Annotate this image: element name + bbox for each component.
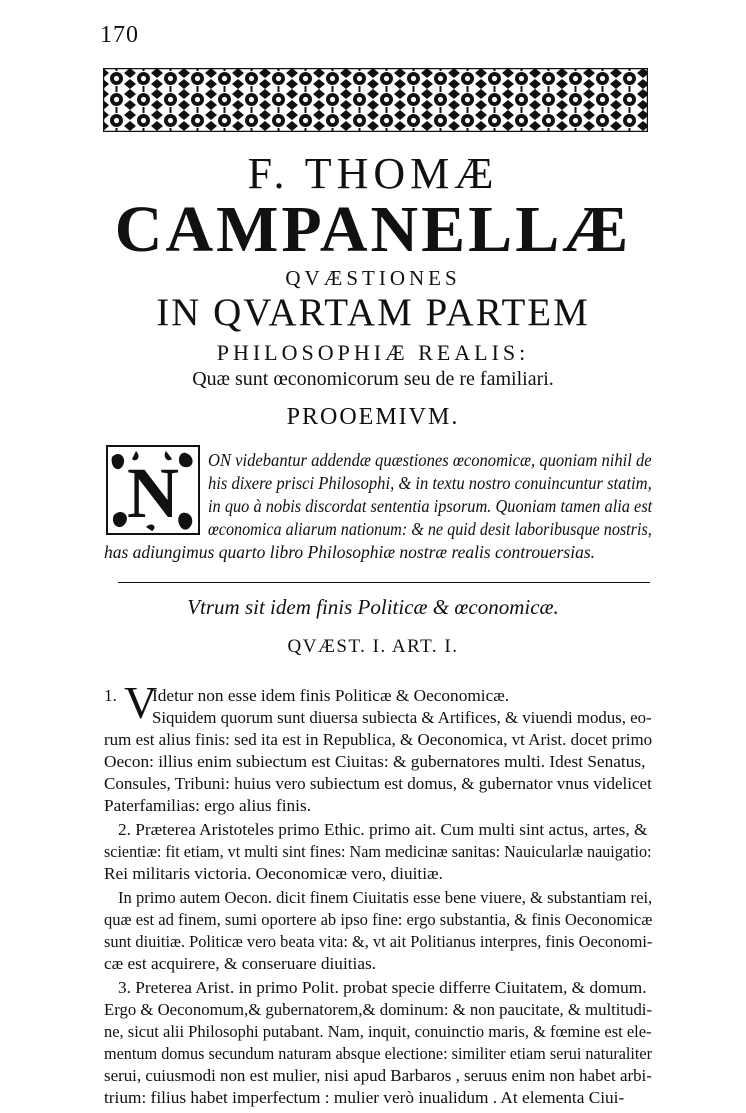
divider-rule-right: [250, 582, 650, 583]
title-line-in-quartam: IN QVARTAM PARTEM: [156, 291, 590, 334]
body-line: In primo autem Oecon. dicit finem Ciuitatis esse bene viuere, & substantiam rei,: [118, 888, 653, 907]
article-question-title: Vtrum sit idem finis Politicæ & œconomicæ.: [187, 595, 559, 619]
title-author-line2: CAMPANELLÆ: [114, 193, 632, 266]
drop-letter: V: [124, 677, 158, 728]
body-line: Paterfamilias: ergo alius finis.: [104, 796, 312, 815]
divider-rule-left: [118, 582, 250, 583]
proem-line: his dixere prisci Philosophi, & in textu nostro conuincuntur statim,: [208, 473, 652, 493]
decorated-initial-n: [106, 445, 200, 535]
proem-line: œconomica aliarum nationum: & ne quid desit laboribusque nostris,: [208, 519, 652, 539]
initial-letter: N: [127, 453, 179, 533]
body-line: scientiæ: fit etiam, vt multi sint fines: Nam medicinæ sanitas: Nauicularlæ nauigatio:: [104, 842, 652, 861]
body-line: Consules, Tribuni: huius vero subiectum est domus, & gubernator vnus videlicet: [104, 774, 652, 793]
proem-line: has adiungimus quarto libro Philosophiæ nostræ realis controuersias.: [104, 542, 596, 562]
body-line: quæ est ad finem, sumi oportere ab ipso fine: ergo substantia, & finis Oeconomicæ: [104, 910, 653, 929]
body-line: Idetur non esse idem finis Politicæ & Oeconomicæ.: [152, 686, 510, 705]
title-line-quaestiones: QVÆSTIONES: [285, 266, 461, 290]
body-line: Ergo & Oeconomum,& gubernatorem,& dominum: & non paucitate, & multitudi-: [104, 1000, 653, 1019]
title-line-subtitle: Quæ sunt œconomicorum seu de re familiari.: [192, 368, 554, 390]
proem-line: in quo à nobis discordat sententia ipsorum. Quoniam tamen alia est: [208, 496, 653, 516]
proem-heading: PROOEMIVM.: [286, 404, 460, 430]
paragraph-number: 1.: [104, 686, 117, 705]
title-line-philosophiae: PHILOSOPHIÆ REALIS:: [216, 340, 530, 365]
body-line: Oecon: illius enim subiectum est Ciuitas: & gubernatores multi. Idest Senatus,: [104, 752, 646, 771]
body-line: sunt diuitiæ. Politicæ vero beata vita: &, vt ait Politianus interpres, finis Oeconomi-: [104, 932, 653, 951]
title-author-line1: F. THOMÆ: [247, 149, 499, 198]
body-line: trium: filius habet imperfectum : mulier verò inualidum . At elementa Ciui-: [104, 1088, 625, 1107]
proem-line: ON videbantur addendæ quæstiones œconomicæ, quoniam nihil de: [208, 450, 652, 470]
body-line: 2. Præterea Aristoteles primo Ethic. primo ait. Cum multi sint actus, artes, &: [118, 820, 648, 839]
body-line: rum est alius finis: sed ita est in Republica, & Oeconomica, vt Arist. docet primo: [104, 730, 653, 749]
body-line: serui, cuiusmodi non est mulier, nisi apud Barbaros , seruus enim non habet arbi-: [104, 1066, 652, 1085]
ornamental-headpiece: [103, 68, 648, 132]
quaestio-heading: QVÆST. I. ART. I.: [287, 636, 459, 657]
body-line: 3. Preterea Arist. in primo Polit. probat specie differre Ciuitatem, & domum.: [118, 978, 647, 997]
body-line: ne, sicut alii Philosophi putabant. Nam, inquit, conuinctio maris, & fœmine est ele-: [104, 1022, 652, 1041]
body-line: cæ est acquirere, & conseruare diuitias.: [104, 954, 377, 973]
body-line: mentum domus secundum naturam absque electione: similiter etiam serui naturaliter: [104, 1044, 653, 1063]
body-line: Siquidem quorum sunt diuersa subiecta & Artifices, & viuendi modus, eo-: [152, 708, 652, 727]
page-number: 170: [100, 22, 139, 48]
body-line: Rei militaris victoria. Oeconomicæ vero, diuitiæ.: [104, 864, 443, 883]
